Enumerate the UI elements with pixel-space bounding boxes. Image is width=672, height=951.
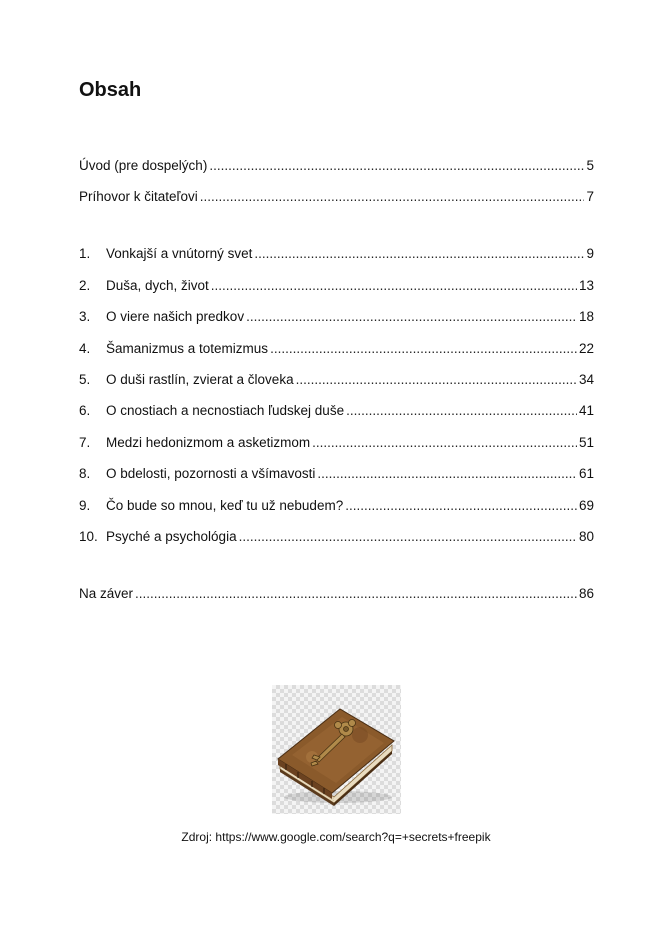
toc-leader-dots	[317, 464, 577, 484]
toc-page-number: 5	[586, 158, 594, 173]
toc-leader-dots	[345, 496, 577, 516]
toc-entry-label: Úvod (pre dospelých)	[79, 158, 208, 173]
toc-entry-chapter-10	[79, 527, 594, 547]
toc-page-number: 51	[578, 435, 594, 450]
toc-entry-label: Psyché a psychológia	[106, 529, 237, 544]
old-book-with-key-icon	[272, 685, 401, 814]
toc-leader-dots	[211, 276, 577, 296]
chapter-number: 6.	[79, 403, 91, 418]
toc-page-number: 9	[586, 246, 594, 261]
toc-entry-chapter-5	[79, 370, 594, 390]
toc-entry-chapter-6	[79, 401, 594, 421]
toc-page-number: 13	[578, 278, 594, 293]
toc-leader-dots	[346, 401, 577, 421]
toc-entry-label: Čo bude so mnou, keď tu už nebudem?	[106, 498, 344, 513]
toc-entry-chapter-1	[79, 244, 594, 264]
toc-entry-label: O bdelosti, pozornosti a všímavosti	[106, 466, 316, 481]
toc-entry-label: Duša, dych, život	[106, 278, 209, 293]
toc-entry-conclusion	[79, 584, 594, 604]
toc-page-number: 22	[578, 341, 594, 356]
image-source-caption: Zdroj: https://www.google.com/search?q=+secrets+freepik	[181, 830, 491, 844]
toc-entry-label: Príhovor k čitateľovi	[79, 189, 198, 204]
toc-page-number: 34	[578, 372, 594, 387]
toc-entry-chapter-9	[79, 496, 594, 516]
chapter-number: 4.	[79, 341, 91, 356]
toc-page-number: 61	[578, 466, 594, 481]
toc-entry-intro	[79, 156, 594, 176]
toc-entry-label: O viere našich predkov	[106, 309, 245, 324]
toc-entry-chapter-2	[79, 276, 594, 296]
toc-leader-dots	[135, 584, 577, 604]
chapter-number: 1.	[79, 246, 91, 261]
toc-leader-dots	[239, 527, 577, 547]
toc-leader-dots	[312, 433, 577, 453]
toc-page-number: 41	[578, 403, 594, 418]
toc-entry-chapter-4	[79, 339, 594, 359]
toc-leader-dots	[209, 156, 584, 176]
toc-entry-label: Medzi hedonizmom a asketizmom	[106, 435, 311, 450]
toc-entry-label: Na záver	[79, 586, 134, 601]
toc-leader-dots	[200, 187, 585, 207]
chapter-number: 3.	[79, 309, 91, 324]
toc-leader-dots	[254, 244, 584, 264]
chapter-number: 2.	[79, 278, 91, 293]
toc-page-number: 18	[578, 309, 594, 324]
toc-page-number: 69	[578, 498, 594, 513]
page-title: Obsah	[79, 79, 142, 101]
toc-entry-label: Vonkajší a vnútorný svet	[106, 246, 253, 261]
toc-entry-chapter-7	[79, 433, 594, 453]
chapter-number: 8.	[79, 466, 91, 481]
toc-page-number: 7	[586, 189, 594, 204]
chapter-number: 5.	[79, 372, 91, 387]
toc-leader-dots	[246, 307, 577, 327]
chapter-number: 10.	[79, 529, 98, 544]
toc-entry-label: Šamanizmus a totemizmus	[106, 341, 269, 356]
toc-entry-chapter-3	[79, 307, 594, 327]
toc-entry-chapter-8	[79, 464, 594, 484]
toc-entry-label: O cnostiach a necnostiach ľudskej duše	[106, 403, 345, 418]
toc-entry-label: O duši rastlín, zvierat a človeka	[106, 372, 294, 387]
toc-page-number: 80	[578, 529, 594, 544]
toc-leader-dots	[296, 370, 577, 390]
chapter-number: 7.	[79, 435, 91, 450]
toc-entry-foreword	[79, 187, 594, 207]
toc-leader-dots	[270, 339, 577, 359]
chapter-number: 9.	[79, 498, 91, 513]
toc-page-number: 86	[578, 586, 594, 601]
